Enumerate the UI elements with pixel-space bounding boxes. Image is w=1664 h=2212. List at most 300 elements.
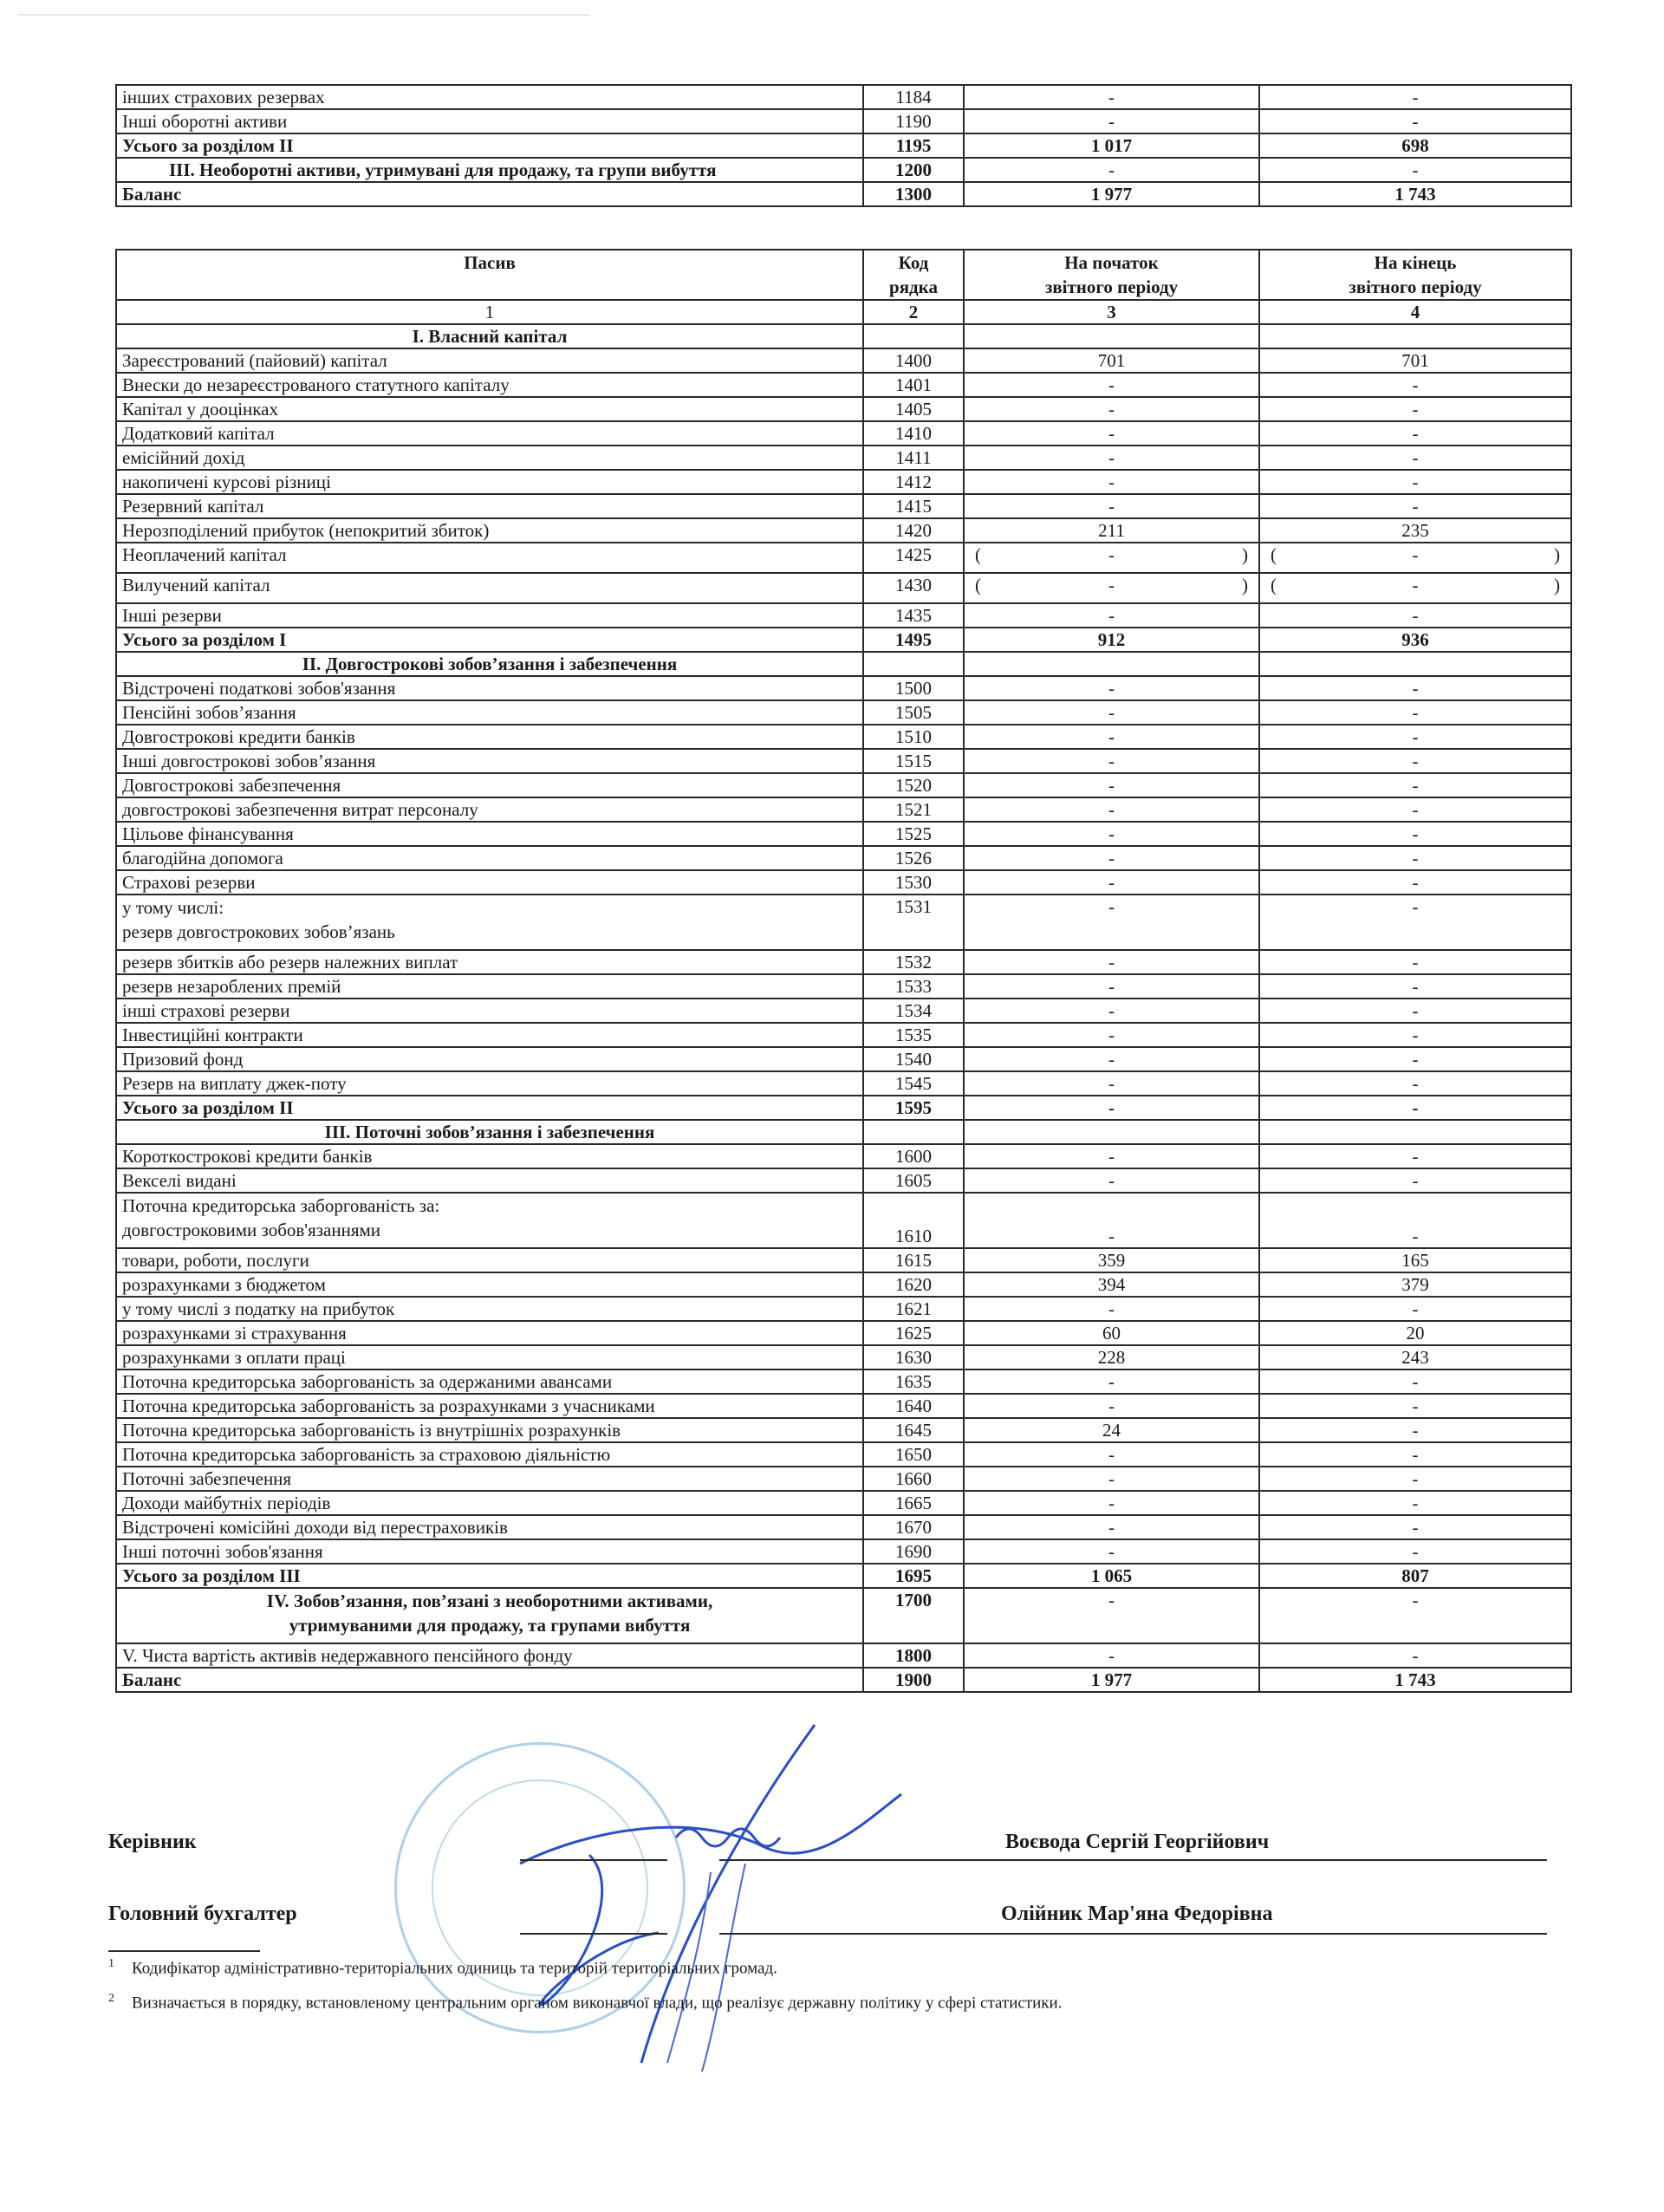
row-code: 1400 xyxy=(863,348,964,373)
value-start: - xyxy=(964,895,1259,950)
row-code: 1621 xyxy=(863,1297,964,1321)
signature-line xyxy=(520,1859,667,1861)
value-end: - xyxy=(1259,1297,1571,1321)
value-end: ( - ) xyxy=(1259,543,1571,573)
value-start: 1 065 xyxy=(964,1564,1259,1588)
table-row xyxy=(116,1272,1571,1297)
table-row xyxy=(116,797,1571,822)
value-end: - xyxy=(1259,1369,1571,1394)
section-header-row xyxy=(116,652,1571,676)
value-end: - xyxy=(1259,974,1571,999)
value-start: - xyxy=(964,999,1259,1023)
value-end: - xyxy=(1259,999,1571,1023)
value-start: - xyxy=(964,373,1259,397)
value-end: ( - ) xyxy=(1259,573,1571,603)
row-label: Вилучений капітал xyxy=(116,573,863,603)
row-label: Баланс xyxy=(116,182,863,206)
value-start: - xyxy=(964,1297,1259,1321)
section-title: III. Поточні зобов’язання і забезпечення xyxy=(116,1120,863,1144)
row-label: Нерозподілений прибуток (непокритий збиток) xyxy=(116,518,863,543)
value-start: - xyxy=(964,1193,1259,1248)
row-code: 1531 xyxy=(863,895,964,950)
row-code: 1401 xyxy=(863,373,964,397)
table-row xyxy=(116,725,1571,749)
row-label: Пенсійні зобов’язання xyxy=(116,700,863,725)
signature-line xyxy=(520,1933,667,1935)
row-label: Інші оборотні активи xyxy=(116,109,863,133)
row-code: 1520 xyxy=(863,773,964,797)
row-label: Поточні забезпечення xyxy=(116,1467,863,1491)
value-start: - xyxy=(964,1491,1259,1515)
row-code: 1425 xyxy=(863,543,964,573)
value-start: - xyxy=(964,397,1259,421)
table-row xyxy=(116,1144,1571,1168)
value-start: 1 977 xyxy=(964,1668,1259,1692)
table-row xyxy=(116,1047,1571,1071)
head-name: Воєвода Сергій Георгійович xyxy=(1005,1831,1270,1853)
value-start: - xyxy=(964,773,1259,797)
value-end: - xyxy=(1259,1096,1571,1120)
value-end: - xyxy=(1259,109,1571,133)
col-number: 4 xyxy=(1259,300,1571,324)
name-line xyxy=(719,1933,1547,1935)
row-label: Довгострокові кредити банків xyxy=(116,725,863,749)
value-end: - xyxy=(1259,676,1571,700)
table-row xyxy=(116,1345,1571,1369)
value-end: 1 743 xyxy=(1259,1668,1571,1692)
row-label: у тому числі з податку на прибуток xyxy=(116,1297,863,1321)
value-start: 211 xyxy=(964,518,1259,543)
row-code: 1900 xyxy=(863,1668,964,1692)
row-label: Зареєстрований (пайовий) капітал xyxy=(116,348,863,373)
table-row xyxy=(116,494,1571,518)
section-header-row xyxy=(116,324,1571,348)
row-label: Доходи майбутніх періодів xyxy=(116,1491,863,1515)
row-label: Неоплачений капітал xyxy=(116,543,863,573)
value-start: - xyxy=(964,1515,1259,1539)
table-row xyxy=(116,822,1571,846)
table-row xyxy=(116,1394,1571,1418)
value-start: - xyxy=(964,1442,1259,1467)
row-code: 1700 xyxy=(863,1588,964,1643)
table-row xyxy=(116,846,1571,870)
row-label: Баланс xyxy=(116,1668,863,1692)
chief-accountant-name: Олійник Мар'яна Федорівна xyxy=(1001,1903,1273,1925)
value-start: - xyxy=(964,1467,1259,1491)
footnote-1: $^1$ Кодифікатор адміністративно-територіальних одиниць та територій територіальних громад. xyxy=(108,1957,777,1978)
value-end: - xyxy=(1259,749,1571,773)
row-code: 1415 xyxy=(863,494,964,518)
value-start: ( - ) xyxy=(964,573,1259,603)
row-label: довгострокові забезпечення витрат персоналу xyxy=(116,797,863,822)
signature-icon xyxy=(485,1716,936,2080)
value-start: - xyxy=(964,725,1259,749)
value-start: - xyxy=(964,1369,1259,1394)
row-label: благодійна допомога xyxy=(116,846,863,870)
value-end: - xyxy=(1259,1023,1571,1047)
row-label: Усього за розділом І xyxy=(116,628,863,652)
value-start: - xyxy=(964,1071,1259,1096)
row-code: 1515 xyxy=(863,749,964,773)
row-label: Призовий фонд xyxy=(116,1047,863,1071)
row-code: 1500 xyxy=(863,676,964,700)
table-row xyxy=(116,85,1571,109)
row-label: Поточна кредиторська заборгованість за страховою діяльністю xyxy=(116,1442,863,1467)
row-code: 1195 xyxy=(863,133,964,158)
section-5-row xyxy=(116,1643,1571,1668)
section-title: І. Власний капітал xyxy=(116,324,863,348)
row-label: Векселі видані xyxy=(116,1168,863,1193)
value-start: - xyxy=(964,1394,1259,1418)
table-row xyxy=(116,870,1571,895)
value-end: 1 743 xyxy=(1259,182,1571,206)
table-row xyxy=(116,1418,1571,1442)
row-code: 1190 xyxy=(863,109,964,133)
value-end: 701 xyxy=(1259,348,1571,373)
row-code: 1620 xyxy=(863,1272,964,1297)
row-label: Поточна кредиторська заборгованість за: довгостроковими зобов'язаннями xyxy=(116,1193,863,1248)
value-start: 1 977 xyxy=(964,182,1259,206)
table-row xyxy=(116,1168,1571,1193)
row-code: 1300 xyxy=(863,182,964,206)
value-end: - xyxy=(1259,1193,1571,1248)
row-label: Усього за розділом II xyxy=(116,133,863,158)
row-code: 1690 xyxy=(863,1539,964,1564)
row-code: 1435 xyxy=(863,603,964,628)
row-label: резерв збитків або резерв належних виплат xyxy=(116,950,863,974)
table-row xyxy=(116,1248,1571,1272)
value-end: - xyxy=(1259,494,1571,518)
value-start: 24 xyxy=(964,1418,1259,1442)
value-start: - xyxy=(964,1023,1259,1047)
row-label: інші страхові резерви xyxy=(116,999,863,1023)
row-code: 1510 xyxy=(863,725,964,749)
value-start: - xyxy=(964,85,1259,109)
row-code: 1405 xyxy=(863,397,964,421)
table-row xyxy=(116,1539,1571,1564)
head-title: Керівник xyxy=(108,1831,197,1853)
row-label: Поточна кредиторська заборгованість за розрахунками з учасниками xyxy=(116,1394,863,1418)
table-header xyxy=(116,250,1571,300)
header-line-code: Код рядка xyxy=(863,250,964,300)
balance-row xyxy=(116,1668,1571,1692)
value-start: ( - ) xyxy=(964,543,1259,573)
row-label: Поточна кредиторська заборгованість із внутрішніх розрахунків xyxy=(116,1418,863,1442)
value-end: 243 xyxy=(1259,1345,1571,1369)
row-label: розрахунками зі страхування xyxy=(116,1321,863,1345)
row-label: Страхові резерви xyxy=(116,870,863,895)
value-start: - xyxy=(964,950,1259,974)
table-row xyxy=(116,1369,1571,1394)
row-code: 1695 xyxy=(863,1564,964,1588)
row-label: V. Чиста вартість активів недержавного пенсійного фонду xyxy=(116,1643,863,1668)
value-start: - xyxy=(964,676,1259,700)
row-label: Додатковий капітал xyxy=(116,421,863,446)
assets-continuation-table xyxy=(115,84,1572,207)
value-start: 912 xyxy=(964,628,1259,652)
row-code: 1495 xyxy=(863,628,964,652)
table-row xyxy=(116,543,1571,573)
table-row xyxy=(116,700,1571,725)
row-code: 1595 xyxy=(863,1096,964,1120)
value-start: - xyxy=(964,1168,1259,1193)
section-row xyxy=(116,158,1571,182)
row-code: 1615 xyxy=(863,1248,964,1272)
value-end: - xyxy=(1259,1071,1571,1096)
header-liabilities: Пасив xyxy=(116,250,863,300)
value-start: 1 017 xyxy=(964,133,1259,158)
chief-accountant-title: Головний бухгалтер xyxy=(108,1903,297,1925)
section-2-rows xyxy=(116,676,1571,1120)
row-label: IV. Зобов’язання, пов’язані з необоротними активами, утримуваними для продажу, та групами вибуття xyxy=(116,1588,863,1643)
total-row xyxy=(116,133,1571,158)
row-code: 1545 xyxy=(863,1071,964,1096)
table-row xyxy=(116,773,1571,797)
row-label: у тому числі: резерв довгострокових зобов’язань xyxy=(116,895,863,950)
table-row xyxy=(116,1297,1571,1321)
row-label: Інвестиційні контракти xyxy=(116,1023,863,1047)
row-label: Резерв на виплату джек-поту xyxy=(116,1071,863,1096)
table-row xyxy=(116,573,1571,603)
section-header-row xyxy=(116,1120,1571,1144)
total-row xyxy=(116,1096,1571,1120)
row-code: 1640 xyxy=(863,1394,964,1418)
row-label: Внески до незареєстрованого статутного капіталу xyxy=(116,373,863,397)
value-end: 698 xyxy=(1259,133,1571,158)
value-end: - xyxy=(1259,895,1571,950)
value-start: - xyxy=(964,1144,1259,1168)
row-label: Усього за розділом IІІ xyxy=(116,1564,863,1588)
row-code: 1532 xyxy=(863,950,964,974)
table-row xyxy=(116,1491,1571,1515)
value-end: - xyxy=(1259,870,1571,895)
row-label: Інші довгострокові зобов’язання xyxy=(116,749,863,773)
table-row xyxy=(116,895,1571,950)
value-end: - xyxy=(1259,1144,1571,1168)
value-start: - xyxy=(964,603,1259,628)
table-row xyxy=(116,950,1571,974)
row-label: III. Необоротні активи, утримувані для продажу, та групи вибуття xyxy=(116,158,863,182)
row-code: 1600 xyxy=(863,1144,964,1168)
value-start: - xyxy=(964,470,1259,494)
value-start: - xyxy=(964,494,1259,518)
row-code: 1420 xyxy=(863,518,964,543)
value-end: - xyxy=(1259,1418,1571,1442)
row-code: 1530 xyxy=(863,870,964,895)
value-end: 379 xyxy=(1259,1272,1571,1297)
value-end: - xyxy=(1259,1491,1571,1515)
table-row xyxy=(116,1071,1571,1096)
row-code: 1800 xyxy=(863,1643,964,1668)
footnote-2: $^2$ Визначається в порядку, встановленому центральним органом виконавчої влади, що реалізує державну політику у сфері статистики. xyxy=(108,1992,1063,2013)
row-code: 1184 xyxy=(863,85,964,109)
table-row xyxy=(116,676,1571,700)
table-row xyxy=(116,999,1571,1023)
table-row xyxy=(116,1467,1571,1491)
table-row xyxy=(116,470,1571,494)
row-code: 1540 xyxy=(863,1047,964,1071)
value-start: - xyxy=(964,1539,1259,1564)
table-row xyxy=(116,397,1571,421)
col-number: 3 xyxy=(964,300,1259,324)
column-numbers-row xyxy=(116,300,1571,324)
table-row xyxy=(116,1023,1571,1047)
header-period-start: На початок звітного періоду xyxy=(964,250,1259,300)
row-code: 1412 xyxy=(863,470,964,494)
section-4-row xyxy=(116,1588,1571,1643)
value-end: - xyxy=(1259,846,1571,870)
value-start: 701 xyxy=(964,348,1259,373)
value-start: 394 xyxy=(964,1272,1259,1297)
section-title: II. Довгострокові зобов’язання і забезпечення xyxy=(116,652,863,676)
section-3-rows xyxy=(116,1144,1571,1588)
value-end: - xyxy=(1259,1047,1571,1071)
table-row xyxy=(116,446,1571,470)
row-label: Короткострокові кредити банків xyxy=(116,1144,863,1168)
table-row xyxy=(116,348,1571,373)
section-1-rows xyxy=(116,348,1571,652)
row-label: розрахунками з оплати праці xyxy=(116,1345,863,1369)
row-code: 1430 xyxy=(863,573,964,603)
row-label: Інші резерви xyxy=(116,603,863,628)
row-code: 1650 xyxy=(863,1442,964,1467)
row-label: Відстрочені комісійні доходи від перестраховиків xyxy=(116,1515,863,1539)
value-start: - xyxy=(964,1643,1259,1668)
value-end: 20 xyxy=(1259,1321,1571,1345)
value-end: - xyxy=(1259,1442,1571,1467)
value-end: - xyxy=(1259,797,1571,822)
value-start: - xyxy=(964,797,1259,822)
value-end: 807 xyxy=(1259,1564,1571,1588)
total-row xyxy=(116,628,1571,652)
liabilities-table xyxy=(115,249,1572,1693)
table-row xyxy=(116,1442,1571,1467)
row-label: Інші поточні зобов'язання xyxy=(116,1539,863,1564)
value-start: - xyxy=(964,1047,1259,1071)
row-code: 1505 xyxy=(863,700,964,725)
table-row xyxy=(116,603,1571,628)
value-start: - xyxy=(964,1096,1259,1120)
value-end: - xyxy=(1259,1515,1571,1539)
row-code: 1534 xyxy=(863,999,964,1023)
row-code: 1665 xyxy=(863,1491,964,1515)
value-end: - xyxy=(1259,1394,1571,1418)
value-end: - xyxy=(1259,158,1571,182)
row-code: 1660 xyxy=(863,1467,964,1491)
row-code: 1605 xyxy=(863,1168,964,1193)
value-end: - xyxy=(1259,85,1571,109)
value-end: 235 xyxy=(1259,518,1571,543)
row-code: 1411 xyxy=(863,446,964,470)
value-start: 359 xyxy=(964,1248,1259,1272)
table-row xyxy=(116,974,1571,999)
value-end: - xyxy=(1259,773,1571,797)
value-end: - xyxy=(1259,725,1571,749)
row-label: Цільове фінансування xyxy=(116,822,863,846)
value-start: - xyxy=(964,446,1259,470)
table-row xyxy=(116,109,1571,133)
value-end: - xyxy=(1259,603,1571,628)
table-row xyxy=(116,749,1571,773)
value-end: - xyxy=(1259,1539,1571,1564)
row-code: 1610 xyxy=(863,1193,964,1248)
value-start: 228 xyxy=(964,1345,1259,1369)
row-label: інших страхових резервах xyxy=(116,85,863,109)
footnote-rule xyxy=(108,1950,260,1952)
row-code: 1625 xyxy=(863,1321,964,1345)
value-start: - xyxy=(964,1588,1259,1643)
value-end: - xyxy=(1259,373,1571,397)
value-start: - xyxy=(964,749,1259,773)
total-row xyxy=(116,1564,1571,1588)
row-code: 1410 xyxy=(863,421,964,446)
name-line xyxy=(719,1859,1547,1861)
value-end: - xyxy=(1259,1643,1571,1668)
row-label: Довгострокові забезпечення xyxy=(116,773,863,797)
table-row xyxy=(116,373,1571,397)
table-row xyxy=(116,1321,1571,1345)
row-label: розрахунками з бюджетом xyxy=(116,1272,863,1297)
row-code: 1200 xyxy=(863,158,964,182)
row-code: 1645 xyxy=(863,1418,964,1442)
scan-artifact xyxy=(17,14,589,16)
value-start: - xyxy=(964,846,1259,870)
row-label: товари, роботи, послуги xyxy=(116,1248,863,1272)
value-end: 936 xyxy=(1259,628,1571,652)
value-start: - xyxy=(964,870,1259,895)
value-end: - xyxy=(1259,700,1571,725)
value-end: - xyxy=(1259,470,1571,494)
row-label: Відстрочені податкові зобов'язання xyxy=(116,676,863,700)
value-start: - xyxy=(964,700,1259,725)
row-code: 1630 xyxy=(863,1345,964,1369)
table-row xyxy=(116,421,1571,446)
table-row xyxy=(116,1515,1571,1539)
row-code: 1525 xyxy=(863,822,964,846)
value-end: - xyxy=(1259,1467,1571,1491)
row-label: емісійний дохід xyxy=(116,446,863,470)
row-code: 1670 xyxy=(863,1515,964,1539)
row-code: 1635 xyxy=(863,1369,964,1394)
row-label: Усього за розділом II xyxy=(116,1096,863,1120)
row-code: 1526 xyxy=(863,846,964,870)
value-end: - xyxy=(1259,1168,1571,1193)
col-number: 2 xyxy=(863,300,964,324)
value-start: - xyxy=(964,822,1259,846)
value-end: - xyxy=(1259,950,1571,974)
value-end: 165 xyxy=(1259,1248,1571,1272)
table-row xyxy=(116,518,1571,543)
value-end: - xyxy=(1259,822,1571,846)
row-label: Поточна кредиторська заборгованість за одержаними авансами xyxy=(116,1369,863,1394)
row-code: 1521 xyxy=(863,797,964,822)
balance-row xyxy=(116,182,1571,206)
row-code: 1533 xyxy=(863,974,964,999)
value-end: - xyxy=(1259,421,1571,446)
row-label: Резервний капітал xyxy=(116,494,863,518)
col-number: 1 xyxy=(116,300,863,324)
value-end: - xyxy=(1259,446,1571,470)
row-label: резерв незароблених премій xyxy=(116,974,863,999)
value-start: - xyxy=(964,158,1259,182)
table-row xyxy=(116,1193,1571,1248)
value-start: 60 xyxy=(964,1321,1259,1345)
value-end: - xyxy=(1259,1588,1571,1643)
header-period-end: На кінець звітного періоду xyxy=(1259,250,1571,300)
row-label: накопичені курсові різниці xyxy=(116,470,863,494)
row-code: 1535 xyxy=(863,1023,964,1047)
value-end: - xyxy=(1259,397,1571,421)
